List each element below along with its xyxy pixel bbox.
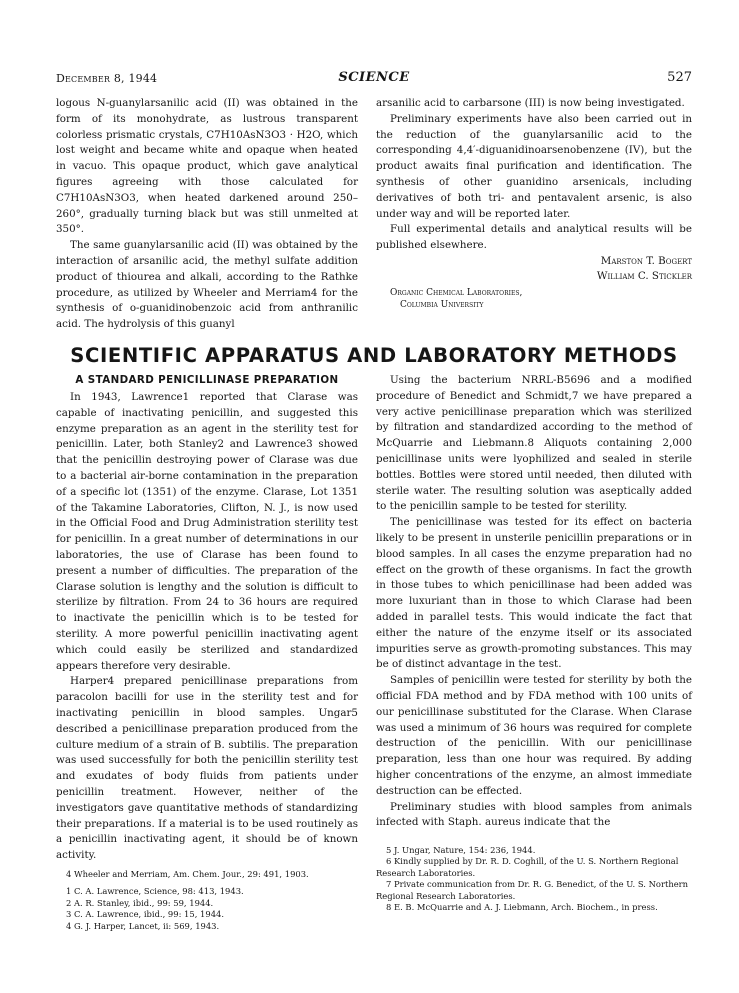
author-signature: William C. Stickler xyxy=(596,270,692,283)
header-date: December 8, 1944 xyxy=(56,72,158,85)
paragraph: In 1943, Lawrence1 reported that Clarase was capable of inactivating penicillin, and suggested this enzyme preparation as an agent in the sterility test for penicillin. Later, both Stanley2 and Lawrence3 showed that the penicillin destroying power of Clarase was due to a bacterial air-borne contamination in the preparation of a specific lot (1351) of the enzyme. Clarase, Lot 1351 of the Takamine Laboratories, Clifton, N. J., is now used in the Official Food and Drug Administration sterility test for penicillin. In a great number of determinations in our laboratories, the use of Clarase has been found to present a number of difficulties. The preparation of the Clarase solution is lengthy and the solution is difficult to sterilize by filtration. From 24 to 36 hours are required to inactivate the penicillin which is to be tested for sterility. A more powerful penicillin inactivating agent which could easily be sterilized and standardized appears therefore very desirable. xyxy=(56,391,358,672)
footnote: 5 J. Ungar, Nature, 154: 236, 1944. xyxy=(386,845,536,855)
author-affiliation xyxy=(390,287,692,311)
bottom-left-column xyxy=(56,373,358,864)
footnote: 2 A. R. Stanley, ibid., 99: 59, 1944. xyxy=(66,897,214,908)
section-title: SCIENTIFIC APPARATUS AND LABORATORY METHODS xyxy=(70,344,678,367)
bottom-right-column xyxy=(376,373,692,831)
paragraph: Preliminary studies with blood samples from animals infected with Staph. aureus indicate that the xyxy=(376,800,692,829)
paragraph: Harper4 prepared penicillinase preparations from paracolon bacilli for use in the sterility test and for inactivating penicillin in blood samples. Ungar5 described a penicillinase preparation produced from the culture medium of a strain of B. subtilis. The preparation was used successfully for both the penicillin sterility test and exudates of body fluids from patients under penicillin treatment. However, neither of the investigators gave quantitative methods of standardizing their preparations. If a material is to be used routinely as a penicillin inactivating agent, it should be of known activity. xyxy=(56,675,358,862)
author-signature: Marston T. Bogert xyxy=(600,254,692,267)
footnotes-right xyxy=(376,845,692,913)
footnote: 4 Wheeler and Merriam, Am. Chem. Jour., 29: 491, 1903. xyxy=(66,869,309,879)
paragraph: The penicillinase was tested for its effect on bacteria likely to be present in unsterile penicillin preparations or in blood samples. In all cases the enzyme preparation had no effect on the growth of these organisms. In fact the growth in those tubes to which penicillinase had been added was more luxuriant than in those to which Clarase had been added in parallel tests. This would indicate the fact that either the nature of the enzyme itself or its associated impurities serve as growth-promoting substances. This may be of distinct advantage in the test. xyxy=(376,516,692,671)
paragraph: Samples of penicillin were tested for sterility by both the official FDA method and by FDA method with 100 units of our penicillinase substituted for the Clarase. When Clarase was used a minimum of 36 hours was required for complete destruction of the penicillin. With our penicillinase preparation, less than one hour was required. By adding higher concentrations of the enzyme, an almost immediate destruction can be effected. xyxy=(376,674,692,797)
footnote: 8 E. B. McQuarrie and A. J. Liebmann, Arch. Biochem., in press. xyxy=(386,902,658,913)
footnotes-left xyxy=(56,869,358,932)
affiliation-line: Organic Chemical Laboratories, xyxy=(390,287,523,298)
paragraph: arsanilic acid to carbarsone (III) is now being investigated. xyxy=(376,97,685,109)
header-journal-name: SCIENCE xyxy=(338,70,410,85)
top-right-column xyxy=(376,96,692,311)
paragraph: logous N-guanylarsanilic acid (II) was obtained in the form of its monohydrate, as lustrous transparent colorless prismatic crystals, C7H10AsN3O3 · H2O, which lost weight and became white and opaque when heated in vacuo. This opaque product, which gave analytical figures agreeing with those calculated for C7H10AsN3O3, when heated darkened around 250–260°, gradually turning black but was still unmelted at 350°. xyxy=(56,97,358,236)
footnote: 1 C. A. Lawrence, Science, 98: 413, 1943. xyxy=(66,886,244,897)
footnote: 7 Private communication from Dr. R. G. Benedict, of the U. S. Northern Regional Research Laboratories. xyxy=(376,879,689,901)
paragraph: Preliminary experiments have also been carried out in the reduction of the guanylarsanilic acid to the corresponding 4,4′-diguanidinoarsenobenzene (IV), but the product awaits final purification and identification. The synthesis of other guanidino arsenicals, including derivatives of both tri- and pentavalent arsenic, is also under way and will be reported later. xyxy=(376,112,692,220)
top-left-column xyxy=(56,96,358,333)
affiliation-line: Columbia University xyxy=(400,299,484,310)
paragraph: Using the bacterium NRRL-B5696 and a modified procedure of Benedict and Schmidt,7 we have prepared a very active penicillinase preparation which was sterilized by filtration and standardized according to the method of McQuarrie and Liebmann.8 Aliquots containing 2,000 penicillinase units were lyophilized and sealed in sterile bottles. Bottles were stored until needed, then diluted with sterile water. The resulting solution was aseptically added to the penicillin sample to be tested for sterility. xyxy=(376,374,692,513)
paragraph: Full experimental details and analytical results will be published elsewhere. xyxy=(376,223,692,252)
footnote: 4 G. J. Harper, Lancet, ii: 569, 1943. xyxy=(66,920,220,931)
running-header xyxy=(56,70,692,88)
header-page-number: 527 xyxy=(667,70,692,85)
footnote: 3 C. A. Lawrence, ibid., 99: 15, 1944. xyxy=(66,909,225,920)
article-title: A STANDARD PENICILLINASE PREPARATION xyxy=(75,374,339,386)
footnote: 6 Kindly supplied by Dr. R. D. Coghill, of the U. S. Northern Regional Research Laboratories. xyxy=(376,856,679,878)
paragraph: The same guanylarsanilic acid (II) was obtained by the interaction of arsanilic acid, the methyl sulfate addition product of thiourea and alkali, according to the Rathke procedure, as utilized by Wheeler and Merriam4 for the synthesis of o-guanidinobenzoic acid from anthranilic acid. The hydrolysis of this guanyl xyxy=(56,239,358,331)
